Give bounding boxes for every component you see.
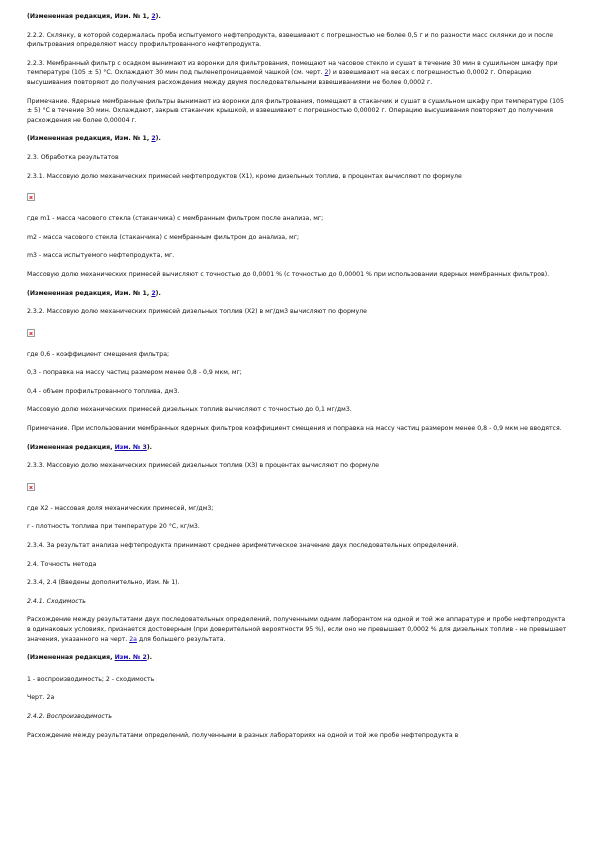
text-run: для большего результата. (136, 635, 226, 643)
paragraph: где m1 - масса часового стекла (стаканчика) с мембранным фильтром после анализа, мг; (27, 215, 324, 223)
paragraph: 1 - воспроизводимость; 2 - сходимость (27, 675, 155, 683)
broken-image-icon (27, 483, 35, 491)
paragraph: 2.3.3. Массовую долю механических примесей дизельных топлив (Х3) в процентах вычисляют по формуле (27, 462, 379, 470)
text-run: 2.2.3. Мембранный фильтр с осадком вынимают из воронки для фильтрования, помещают на часовое стекло и сушат в течение 30 мин в сушильном шкафу при температуре (105 ± 5) °С. Охлаждают 30 мин под пыленепроницаемой чашкой (см. черт. (27, 59, 558, 77)
reference-link[interactable]: Изм. № 2 (114, 654, 147, 662)
revision-note (27, 12, 567, 22)
text-run: (Измененная редакция, (27, 443, 115, 451)
text-run: Расхождение между результатами двух последовательных определений, полученными одним лаборантом на одной и той же аппаратуре и пробе нефтепродукта в одинаковых условиях, признается достоверным (при доверительной вероятности 95 %), если оно не превышает 0,0002 % для дизельных топлив - не превышает значения, указанного на черт. (27, 616, 567, 643)
paragraph: m2 - масса часового стекла (стаканчика) с мембранным фильтром до анализа, мг; (27, 233, 300, 241)
text-run: (Измененная редакция, Изм. № 1, (27, 289, 152, 297)
paragraph: где Х2 - массовая доля механических примесей, мг/дм3; (27, 504, 214, 512)
reference-link[interactable]: 2 (151, 13, 156, 20)
paragraph: 2.3.4. За результат анализа нефтепродукта принимают среднее арифметическое значение двух последовательных определений. (27, 542, 459, 550)
paragraph: 2.3.1. Массовую долю механических примесей нефтепродуктов (Х1), кроме дизельных топлив, в процентах вычисляют по формуле (27, 172, 462, 180)
paragraph: Примечание. Ядерные мембранные фильтры вынимают из воронки для фильтрования, помещают в стаканчик и сушат в сушильном шкафу при температуре (105 ± 5) °С в течение 30 мин. Охлаждают, закрыв стаканчик крышкой, и взвешивают с погрешностью 0,00002 г. Операцию высушивания повторяют до получения расхождения не более 0,00004 г. (27, 97, 564, 124)
revision-note (27, 443, 567, 453)
reference-link[interactable]: 2 (324, 69, 329, 77)
revision-note (27, 289, 567, 299)
paragraph: 2.3.2. Массовую долю механических примесей дизельных топлив (Х2) в мг/дм3 вычисляют по формуле (27, 308, 367, 316)
text-run: ). (146, 654, 153, 662)
paragraph: 2.4.1. Сходимость (27, 597, 86, 605)
paragraph: r - плотность топлива при температуре 20 °С, кг/м3. (27, 523, 200, 531)
paragraph: где 0,6 - коэффициент смещения фильтра; (27, 350, 170, 358)
paragraph: Массовую долю механических примесей дизельных топлив вычисляют с точностью до 0,1 мг/дм3. (27, 406, 352, 414)
paragraph: m3 - масса испытуемого нефтепродукта, мг. (27, 252, 175, 260)
text-run: ). (155, 135, 161, 143)
reference-link[interactable]: Изм. № 3 (114, 443, 147, 451)
reference-link[interactable]: 2 (151, 135, 156, 143)
formula-2-image (27, 329, 567, 341)
paragraph: Примечание. При использовании мембранных ядерных фильтров коэффициент смещения и поправка на массу частиц размером менее 0,8 - 0,9 мкм не вводятся. (27, 425, 562, 433)
paragraph: 2.3. Обработка результатов (27, 153, 119, 161)
text-run: ). (155, 13, 161, 20)
paragraph: Черт. 2а (27, 694, 55, 702)
revision-note (27, 134, 567, 144)
text-run: ). (155, 289, 161, 297)
paragraph: 2.4. Точность метода (27, 560, 97, 568)
paragraph: 2.2.2. Склянку, в которой содержалась проба испытуемого нефтепродукта, взвешивают с погрешностью не более 0,5 г и по разности масс склянки до и после фильтрования определяют массу профильтрованного нефтепродукта. (27, 31, 554, 49)
text-run: (Измененная редакция, (27, 654, 115, 662)
paragraph: Массовую долю механических примесей вычисляют с точностью до 0,0001 % (с точностью до 0,00001 % при использовании ядерных мембранных фильтров). (27, 270, 550, 278)
paragraph: 0,4 - объем профильтрованного топлива, дм3. (27, 387, 180, 395)
text-run: (Измененная редакция, Изм. № 1, (27, 13, 152, 20)
paragraph: Расхождение между результатами определений, полученными в разных лабораториях на одной и той же пробе нефтепродукта в (27, 731, 459, 739)
text-run: ). (146, 443, 153, 451)
broken-image-icon (27, 329, 35, 337)
reference-link[interactable]: 2 (151, 289, 156, 297)
formula-3-image (27, 483, 567, 495)
formula-1-image (27, 193, 567, 205)
text-run: ) и взвешивают на весах с погрешностью 0,0002 г. Операцию высушивания повторяют до получения расхождения между двумя последовательными взвешиваниями не более 0,0002 г. (27, 69, 532, 86)
paragraph: 2.4.2. Воспроизводимость (27, 712, 113, 720)
text-run: (Измененная редакция, Изм. № 1, (27, 135, 152, 143)
paragraph: 0,3 - поправка на массу частиц размером менее 0,8 - 0,9 мкм, мг; (27, 369, 242, 377)
revision-note (27, 653, 567, 663)
paragraph: 2.3.4, 2.4 (Введены дополнительно, Изм. № 1). (27, 579, 180, 587)
paragraph (27, 615, 567, 644)
reference-link[interactable]: 2а (129, 635, 137, 643)
paragraph (27, 59, 567, 88)
broken-image-icon (27, 193, 35, 201)
